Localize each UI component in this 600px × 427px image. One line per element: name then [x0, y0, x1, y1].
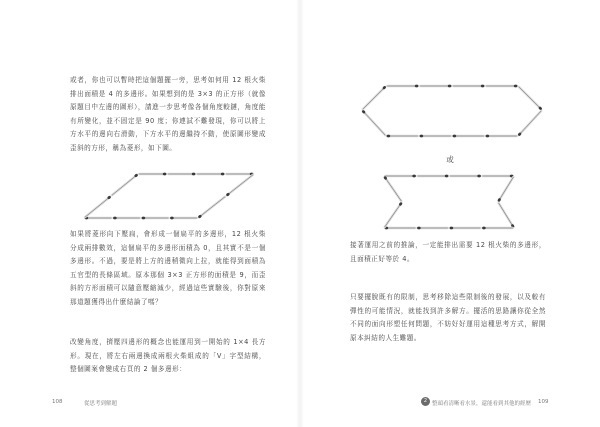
matchstick-head: [450, 227, 454, 230]
matchstick-head: [387, 135, 391, 138]
chapter-badge: 2: [421, 397, 430, 406]
matchstick-outline: [227, 175, 253, 196]
left-paragraph-1: 或者，你也可以暫時把這個題擺一旁，思考如何用 12 根火柴排出面積是 4 的多邊形。如果想到的是 3×3 的正方形（就像原題目中左邊的圖形），請進一步思考像各個角度較鏈，角度能有所變化，並不固定是 90 度；你連試不難發現，你可以將上方水平的邊向右滑動，下方水平的邊繼持不動，使原圖形變成歪斜的方形，稱為菱形，如下圖。: [70, 76, 266, 152]
matchstick-head: [448, 85, 452, 88]
matchsticks: [85, 173, 254, 220]
left-paragraph-3: 改變角度，擠壓四邊形的概念也能運用到一開始的 1×4 長方形。現在，將左右兩邊換成兩根火柴組成的「V」字型結構，整個圖案會變成右頁的 2 個多邊形：: [70, 338, 266, 373]
matchstick-head: [482, 227, 486, 230]
rhombus-matchstick-figure: [80, 170, 258, 222]
matchstick-head: [113, 217, 117, 220]
matchstick-outline: [499, 177, 514, 201]
notched-matchstick-figure: [380, 170, 520, 232]
page-number-left: 108: [52, 399, 63, 405]
right-paragraph-1: 接著運用之前的推論，一定能排出需要 12 根火柴的多邊形，且面積正好等於 4。: [350, 241, 546, 263]
matchstick-head: [415, 85, 419, 88]
page-number-right: 109: [538, 399, 549, 405]
matchstick-outline: [385, 203, 402, 227]
matchstick-head: [477, 175, 481, 178]
or-label: 或: [446, 155, 454, 164]
matchstick-outline: [385, 177, 402, 201]
matchstick-outline: [519, 87, 541, 109]
matchstick-head: [417, 227, 421, 230]
matchstick-head: [412, 175, 416, 178]
running-title-left: 從思考到解題: [84, 401, 118, 407]
matchstick-outline: [199, 197, 225, 218]
matchstick-head: [445, 175, 449, 178]
matchstick-head: [514, 85, 518, 88]
matchstick-head: [221, 173, 225, 176]
matchstick-outline: [85, 197, 110, 217]
matchstick-outline: [112, 175, 137, 195]
matchstick-outline: [363, 111, 385, 135]
matchstick-head: [170, 217, 174, 220]
matchstick-head: [142, 217, 146, 220]
running-title-right: 整頭看清晰看水景，還能看到其他的經歷: [432, 401, 532, 407]
matchsticks: [383, 175, 515, 230]
hexagon-matchstick-figure: [358, 82, 546, 140]
right-paragraph-2: 只要擺脫既有的限制，思考移除這些限制後的發展，以及較有彈性的可能情況，就能找到許多解方。擺活的思路讓你從全然不同的面向形塑任何問題，不妨好好運用這種思考方式，解開原本糾結的人生難題。: [350, 293, 546, 342]
matchstick-outline: [519, 111, 541, 135]
matchstick-head: [163, 173, 167, 176]
matchstick-head: [453, 135, 457, 138]
matchstick-head: [481, 85, 485, 88]
matchstick-outline: [363, 87, 385, 109]
matchsticks: [361, 85, 542, 138]
matchstick-outline: [499, 203, 514, 227]
matchstick-head: [420, 135, 424, 138]
left-paragraph-2: 如果將菱形向下壓扁，會形成一個扁平的多邊形，12 根火柴分成兩排數效，這個扁平的多邊形面積為 0，且其實不是一個多邊形。不過，要是將上方的邊稍微向上拉，就能得到面積為五官型的長條區域。原本那個 3×3 正方形的面積是 9，而歪斜的方形面積可以隨意壓縮減少，經過這些實驗後，你對原來那道題獲得出什麼結論了嗎？: [70, 230, 266, 306]
matchstick-head: [192, 173, 196, 176]
matchstick-head: [486, 135, 490, 138]
book-gutter: [296, 0, 304, 427]
